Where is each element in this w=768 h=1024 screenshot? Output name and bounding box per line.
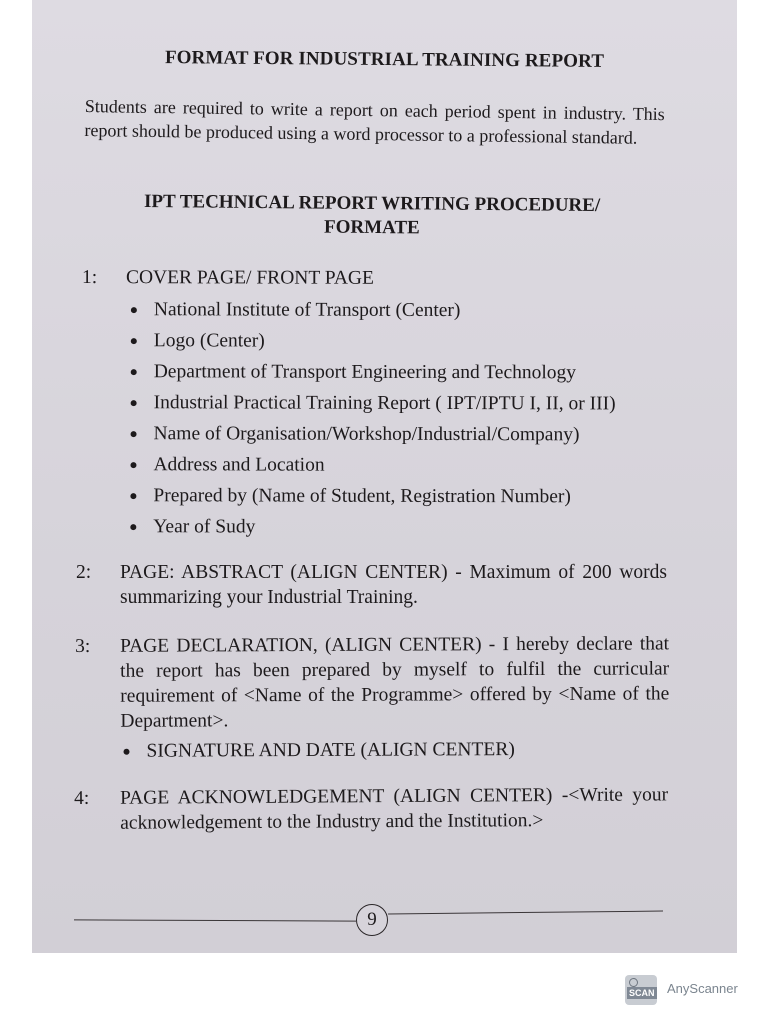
scanner-logo-icon [625,975,657,1005]
bullet-icon [124,749,130,755]
document-title: FORMAT FOR INDUSTRIAL TRAINING REPORT [164,47,605,72]
list-item: Name of Organisation/Workshop/Industrial/Company) [128,418,672,450]
bullet-icon [130,462,136,468]
bullet-icon [130,524,136,530]
bullet-icon [131,338,137,344]
footer-rule-left [74,919,356,921]
bullet-icon [130,493,136,499]
section-4 [72,782,668,836]
list-item: Logo (Center) [128,325,672,357]
list-item: Industrial Practical Training Report ( IPT/IPTU I, II, or III) [128,387,672,419]
section-text: PAGE ACKNOWLEDGEMENT (ALIGN CENTER) -<Write your acknowledgement to the Industry and the Institution.> [120,784,669,834]
footer-rule-right [388,911,663,915]
cover-page-list [127,294,672,543]
scanner-app-name: AnyScanner [667,981,738,996]
document-page [32,0,737,953]
section-heading: COVER PAGE/ FRONT PAGE [125,267,374,289]
section-text: PAGE DECLARATION, (ALIGN CENTER) - I hereby declare that the report has been prepared by myself to fulfil the curricular requirement of <Name of the Programme> offered by <Name of the Department>. [120,633,670,732]
page-number: 9 [356,904,388,936]
section-1 [71,265,672,544]
camera-ring-icon [629,978,638,987]
bullet-icon [131,369,137,375]
intro-paragraph: Students are required to write a report on each period spent in industry. This report should be produced using a word processor to a professional standard. [84,95,665,148]
subtitle-line-2: FORMATE [323,216,420,239]
bullet-icon [131,307,137,313]
section-number: 4: [74,787,90,809]
section-number: 2: [76,562,92,583]
section-text: PAGE: ABSTRACT (ALIGN CENTER) - Maximum of 200 words summarizing your Industrial Training. [120,562,667,608]
subtitle-line-1: IPT TECHNICAL REPORT WRITING PROCEDURE/ [143,191,601,216]
scanner-logo-label: SCAN [629,988,655,998]
bullet-icon [131,400,137,406]
list-item: SIGNATURE AND DATE (ALIGN CENTER) [120,733,669,766]
section-subtitle [82,189,662,242]
list-item: Address and Location [127,449,671,481]
section-number: 3: [75,635,91,657]
list-item: Department of Transport Engineering and Technology [128,356,672,388]
list-item: National Institute of Transport (Center) [128,294,672,326]
section-number: 1: [81,267,98,289]
declaration-list [120,733,669,766]
list-item: Year of Sudy [127,511,671,543]
section-2 [72,560,667,610]
section-3 [72,631,670,767]
list-item: Prepared by (Name of Student, Registration Number) [127,480,671,512]
bullet-icon [131,431,137,437]
